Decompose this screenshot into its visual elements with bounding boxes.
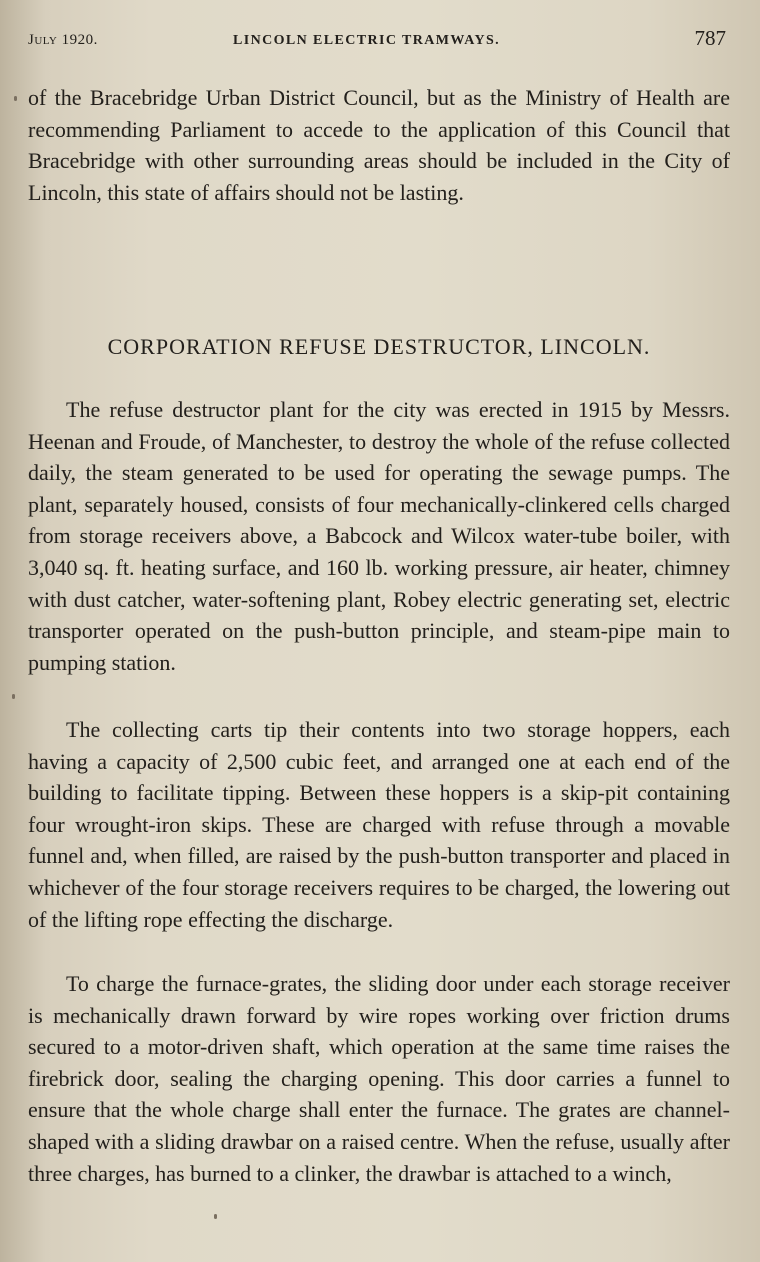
- header-date: July 1920.: [28, 32, 98, 48]
- continuation-paragraph: of the Bracebridge Urban District Council, but as the Ministry of Health are recommending Parliament to accede to the application of this Council that Bracebridge with other surrounding areas should be included in the City of Lincoln, this state of affairs should not be lasting.: [28, 85, 730, 205]
- paragraph-hoppers: The collecting carts tip their contents into two storage hoppers, each having a capacity of 2,500 cubic feet, and arranged one at each end of the building to facilitate tipping. Between these hoppers is a skip-pit containing four wrought-iron skips. These are charged with refuse through a movable funnel and, when filled, are raised by the push-button transporter and placed in whichever of the four storage receivers requires to be charged, the lowering out of the lifting rope effecting the discharge.: [28, 717, 730, 932]
- ink-speck: [12, 694, 15, 699]
- paragraph-plant: The refuse destructor plant for the city was erected in 1915 by Messrs. Heenan and Froude, of Manchester, to destroy the whole of the refuse collected daily, the steam generated to be used for operating the sewage pumps. The plant, separately housed, consists of four mechanically-clinkered cells charged from storage receivers above, a Babcock and Wilcox water-tube boiler, with 3,040 sq. ft. heating surface, and 160 lb. working pressure, air heater, chimney with dust catcher, water-softening plant, Robey electric generating set, electric transporter operated on the push-button principle, and steam-pipe main to pumping station.: [28, 397, 730, 675]
- ink-speck: [214, 1214, 217, 1219]
- section-title: CORPORATION REFUSE DESTRUCTOR, LINCOLN.: [107, 334, 651, 359]
- paragraph-furnace: To charge the furnace-grates, the sliding door under each storage receiver is mechanically drawn forward by wire ropes working over friction drums secured to a motor-driven shaft, which operation at the same time raises the firebrick door, sealing the charging opening. This door carries a funnel to ensure that the whole charge shall enter the furnace. The grates are channel-shaped with a sliding drawbar on a raised centre. When the refuse, usually after three charges, has burned to a clinker, the drawbar is attached to a winch,: [28, 971, 730, 1186]
- ink-speck: [14, 96, 17, 101]
- page-number: 787: [694, 26, 726, 50]
- running-head: [28, 26, 728, 54]
- header-title: LINCOLN ELECTRIC TRAMWAYS.: [233, 33, 501, 48]
